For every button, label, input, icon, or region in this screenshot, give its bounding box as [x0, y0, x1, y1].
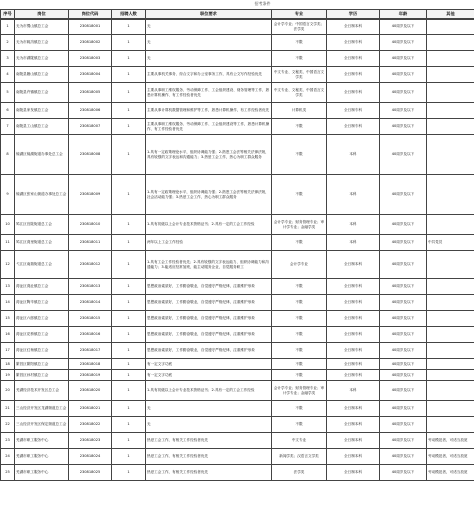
- group-header: 招考条件: [254, 1, 271, 7]
- cell-other: [427, 175, 474, 215]
- cell-edu: 全日制本科: [327, 19, 380, 35]
- cell-req: 无: [146, 417, 272, 433]
- cell-no: 19: [1, 370, 15, 381]
- table-row: [1, 215, 474, 235]
- cell-age: 40周岁及以下: [380, 433, 427, 449]
- cell-post: 湾沚区湾沚镇总工会: [15, 279, 69, 295]
- cell-post: 繁昌区孙村镇总工会: [15, 370, 69, 381]
- col-num: 招聘人数: [112, 10, 146, 20]
- cell-major: 不限: [272, 279, 327, 295]
- cell-req: 思想政治素质好，工作勤奋敬业，自觉遵守严格纪律，注重维护形象: [146, 343, 272, 359]
- cell-other: 劳动模范者，可适当放宽: [427, 465, 474, 481]
- cell-age: 40周岁及以下: [380, 295, 427, 311]
- cell-major: 不限: [272, 35, 327, 51]
- cell-post: 镜湖区张家山街道办事处总工会: [15, 175, 69, 215]
- cell-edu: 全日制专科: [327, 279, 380, 295]
- cell-num: 1: [112, 417, 146, 433]
- cell-edu: 全日制专科: [327, 67, 380, 83]
- cell-no: 14: [1, 295, 15, 311]
- cell-code: 230818009: [69, 175, 112, 215]
- cell-code: 230818025: [69, 465, 112, 481]
- cell-post: 湾沚区红杨镇总工会: [15, 343, 69, 359]
- cell-no: 4: [1, 67, 15, 83]
- cell-age: 40周岁及以下: [380, 311, 427, 327]
- cell-edu: 全日制专科: [327, 327, 380, 343]
- cell-num: 1: [112, 401, 146, 417]
- cell-no: 12: [1, 251, 15, 279]
- cell-no: 16: [1, 327, 15, 343]
- cell-req: 思想政治素质好，工作勤奋敬业，自觉遵守严格纪律，注重维护形象: [146, 311, 272, 327]
- cell-no: 17: [1, 343, 15, 359]
- cell-post: 三山经济开发区龙湖街道总工会: [15, 401, 69, 417]
- cell-num: 1: [112, 370, 146, 381]
- cell-code: 230818002: [69, 35, 112, 51]
- cell-num: 1: [112, 343, 146, 359]
- cell-code: 230818003: [69, 51, 112, 67]
- cell-no: 13: [1, 279, 15, 295]
- cell-code: 230818020: [69, 381, 112, 401]
- cell-other: [427, 401, 474, 417]
- table-row: [1, 449, 474, 465]
- cell-no: 15: [1, 311, 15, 327]
- cell-other: [427, 119, 474, 135]
- cell-other: [427, 279, 474, 295]
- cell-post: 芜湖经济技术开发区总工会: [15, 381, 69, 401]
- table-row: [1, 135, 474, 175]
- cell-other: [427, 295, 474, 311]
- cell-major: 不限: [272, 370, 327, 381]
- cell-post: 芜湖市职工服务中心: [15, 449, 69, 465]
- cell-code: 230818012: [69, 251, 112, 279]
- cell-req: 思想政治素质好，工作勤奋敬业，自觉遵守严格纪律，注重维护形象: [146, 295, 272, 311]
- table-row: [1, 83, 474, 103]
- cell-major: 法学类: [272, 465, 327, 481]
- cell-post: 鸠江区官陡街道总工会: [15, 215, 69, 235]
- cell-edu: 本科: [327, 175, 380, 215]
- table-row: [1, 433, 474, 449]
- cell-major: 不限: [272, 311, 327, 327]
- cell-req: 主要从事计算机数据管理和维护等工作，熟悉计算机操作，有工作经验者优先: [146, 103, 272, 119]
- cell-req: 热爱工会工作，有相关工作经验者优先: [146, 433, 272, 449]
- cell-major: 不限: [272, 327, 327, 343]
- cell-post: 无为市姚沟镇总工会: [15, 35, 69, 51]
- cell-edu: 本科: [327, 135, 380, 175]
- cell-major: 计算机类: [272, 103, 327, 119]
- cell-code: 230818010: [69, 215, 112, 235]
- cell-edu: 全日制本科: [327, 401, 380, 417]
- cell-req: 主要从事机关事务、综合文字和办公室事务工作，具有公文写作经验优先: [146, 67, 272, 83]
- table-row: [1, 343, 474, 359]
- cell-other: [427, 343, 474, 359]
- cell-major: 不限: [272, 119, 327, 135]
- cell-age: 40周岁及以下: [380, 83, 427, 103]
- col-other: 其他: [427, 10, 474, 20]
- cell-other: [427, 359, 474, 370]
- cell-code: 230818018: [69, 359, 112, 370]
- cell-edu: 全日制本科: [327, 417, 380, 433]
- cell-code: 230818024: [69, 449, 112, 465]
- cell-major: 中文专业、文秘类、中国语言文学类: [272, 67, 327, 83]
- cell-age: 40周岁及以下: [380, 67, 427, 83]
- cell-req: 1.具有一定政策理论水平，组织协调能力强；2.熟悉工会法等相关法律法规，社会活动能力强；3.热爱工会工作，热心为职工群众服务: [146, 175, 272, 215]
- cell-num: 1: [112, 311, 146, 327]
- table-row: [1, 370, 474, 381]
- cell-code: 230818015: [69, 311, 112, 327]
- cell-edu: 本科: [327, 215, 380, 235]
- cell-no: 9: [1, 175, 15, 215]
- cell-edu: 全日制专科: [327, 359, 380, 370]
- cell-post: 南陵县工山镇总工会: [15, 119, 69, 135]
- col-code: 岗位代码: [69, 10, 112, 20]
- cell-num: 1: [112, 449, 146, 465]
- cell-major: 不限: [272, 175, 327, 215]
- cell-edu: 全日制本科: [327, 433, 380, 449]
- cell-code: 230818021: [69, 401, 112, 417]
- cell-code: 230818014: [69, 295, 112, 311]
- cell-major: 不限: [272, 401, 327, 417]
- col-major: 专业: [272, 10, 327, 20]
- table-row: [1, 295, 474, 311]
- cell-req: 主要从事职工维权服务、劳动保障工作、工会组织建设、财务管理等工作，熟悉计算机操作、有工作经验者优先: [146, 83, 272, 103]
- cell-other: 劳动模范者，可适当放宽: [427, 449, 474, 465]
- cell-req: 思想政治素质好，工作勤奋敬业，自觉遵守严格纪律，注重维护形象: [146, 327, 272, 343]
- cell-other: 中共党员: [427, 235, 474, 251]
- cell-code: 230818001: [69, 19, 112, 35]
- cell-req: 热爱工会工作，有相关工作经验者优先: [146, 465, 272, 481]
- cell-req: 主要从事职工维权服务、劳动保障工作、工会组织建设等工作，熟悉计算机操作、有工作经验者优先: [146, 119, 272, 135]
- cell-post: 芜湖市职工服务中心: [15, 465, 69, 481]
- cell-no: 11: [1, 235, 15, 251]
- cell-age: 40周岁及以下: [380, 51, 427, 67]
- header-table: [0, 0, 474, 20]
- cell-post: 湾沚区六郎镇总工会: [15, 311, 69, 327]
- cell-age: 40周岁及以下: [380, 359, 427, 370]
- table-body: [1, 19, 474, 481]
- cell-age: 40周岁及以下: [380, 235, 427, 251]
- cell-num: 1: [112, 51, 146, 67]
- table-row: [1, 35, 474, 51]
- cell-major: 会计学专业；财务管理专业；审计学专业；金融学类: [272, 381, 327, 401]
- cell-major: 新闻学类；汉语言文学类: [272, 449, 327, 465]
- cell-edu: 全日制专科: [327, 311, 380, 327]
- cell-code: 230818022: [69, 417, 112, 433]
- cell-edu: 全日制专科: [327, 370, 380, 381]
- cell-major: 会计学专业；中国语言文学类；法学类: [272, 19, 327, 35]
- cell-other: [427, 311, 474, 327]
- cell-edu: 全日制专科: [327, 343, 380, 359]
- cell-age: 40周岁及以下: [380, 417, 427, 433]
- cell-post: 湾沚区花桥镇总工会: [15, 327, 69, 343]
- cell-num: 1: [112, 465, 146, 481]
- cell-age: 40周岁及以下: [380, 449, 427, 465]
- cell-no: 22: [1, 417, 15, 433]
- table-row: [1, 19, 474, 35]
- cell-no: 24: [1, 449, 15, 465]
- cell-code: 230818023: [69, 433, 112, 449]
- cell-code: 230818004: [69, 67, 112, 83]
- cell-major: 中文专业、文秘类、中国语言文学类: [272, 83, 327, 103]
- cell-post: 镜湖区镜湖街道办事处总工会: [15, 135, 69, 175]
- cell-num: 1: [112, 35, 146, 51]
- cell-age: 40周岁及以下: [380, 35, 427, 51]
- cell-major: 不限: [272, 343, 327, 359]
- cell-edu: 全日制本科: [327, 251, 380, 279]
- cell-other: [427, 51, 474, 67]
- cell-post: 南陵县许镇镇总工会: [15, 83, 69, 103]
- cell-req: 1.具有初级以上会计专业技术资格证书；2.具有一定的工会工作经验: [146, 381, 272, 401]
- cell-no: 1: [1, 19, 15, 35]
- cell-code: 230818017: [69, 343, 112, 359]
- positions-table: [0, 18, 474, 481]
- cell-req: 无: [146, 51, 272, 67]
- cell-other: [427, 370, 474, 381]
- cell-no: 25: [1, 465, 15, 481]
- table-row: [1, 119, 474, 135]
- cell-code: 230818008: [69, 135, 112, 175]
- cell-code: 230818006: [69, 103, 112, 119]
- header-spacer: [1, 0, 146, 10]
- cell-no: 5: [1, 83, 15, 103]
- cell-edu: 全日制专科: [327, 51, 380, 67]
- cell-no: 10: [1, 215, 15, 235]
- cell-major: 会计学专业: [272, 251, 327, 279]
- cell-num: 1: [112, 235, 146, 251]
- cell-edu: 全日制专科: [327, 295, 380, 311]
- cell-code: 230818007: [69, 119, 112, 135]
- cell-no: 6: [1, 103, 15, 119]
- cell-req: 有一定文字功底: [146, 359, 272, 370]
- table-row: [1, 67, 474, 83]
- cell-no: 3: [1, 51, 15, 67]
- cell-req: 思想政治素质好，工作勤奋敬业，自觉遵守严格纪律，注重维护形象: [146, 279, 272, 295]
- cell-post: 芜湖市职工服务中心: [15, 433, 69, 449]
- cell-other: [427, 381, 474, 401]
- col-no: 序号: [1, 10, 15, 20]
- cell-age: 40周岁及以下: [380, 327, 427, 343]
- cell-other: [427, 135, 474, 175]
- cell-age: 40周岁及以下: [380, 135, 427, 175]
- table-row: [1, 359, 474, 370]
- cell-post: 南陵县籍山镇总工会: [15, 67, 69, 83]
- col-edu: 学历: [327, 10, 380, 20]
- cell-num: 1: [112, 135, 146, 175]
- cell-other: [427, 19, 474, 35]
- cell-num: 1: [112, 279, 146, 295]
- cell-major: 会计学专业；财务管理专业；审计学专业；金融学类: [272, 215, 327, 235]
- cell-post: 弋江区南瑞街道总工会: [15, 251, 69, 279]
- cell-req: 热爱工会工作，有相关工作经验者优先: [146, 449, 272, 465]
- cell-post: 繁昌区繁阳镇总工会: [15, 359, 69, 370]
- cell-edu: 本科: [327, 235, 380, 251]
- cell-req: 1.具有一定政策理论水平，组织协调能力强；2.熟悉工会法等相关法律法规，具有较强的文字表达和沟通能力；3.热爱工会工作，热心为职工群众服务: [146, 135, 272, 175]
- cell-post: 三山经济开发区保定街道总工会: [15, 417, 69, 433]
- col-age: 年龄: [380, 10, 427, 20]
- cell-major: 不限: [272, 51, 327, 67]
- table-row: [1, 417, 474, 433]
- cell-major: 不限: [272, 135, 327, 175]
- cell-other: [427, 251, 474, 279]
- cell-no: 21: [1, 401, 15, 417]
- table-row: [1, 51, 474, 67]
- cell-code: 230818013: [69, 279, 112, 295]
- cell-age: 40周岁及以下: [380, 103, 427, 119]
- table-row: [1, 175, 474, 215]
- cell-age: 40周岁及以下: [380, 401, 427, 417]
- cell-other: [427, 35, 474, 51]
- cell-num: 1: [112, 215, 146, 235]
- cell-num: 1: [112, 381, 146, 401]
- cell-major: 中文专业: [272, 433, 327, 449]
- cell-num: 1: [112, 359, 146, 370]
- cell-code: 230818019: [69, 370, 112, 381]
- cell-age: 40周岁及以下: [380, 465, 427, 481]
- cell-num: 1: [112, 19, 146, 35]
- cell-num: 1: [112, 119, 146, 135]
- table-row: [1, 251, 474, 279]
- table-row: [1, 401, 474, 417]
- cell-age: 40周岁及以下: [380, 251, 427, 279]
- cell-req: 1.具有工会工作经验者优先；2.具有较强的文字表达能力、组织协调能力和沟通能力；3.能适应经常加班，能主动服务企业，自觉服务职工: [146, 251, 272, 279]
- cell-age: 40周岁及以下: [380, 343, 427, 359]
- table-row: [1, 311, 474, 327]
- table-row: [1, 279, 474, 295]
- cell-major: 不限: [272, 295, 327, 311]
- cell-edu: 全日制专科: [327, 35, 380, 51]
- cell-other: [427, 103, 474, 119]
- cell-num: 1: [112, 175, 146, 215]
- cell-req: 无: [146, 19, 272, 35]
- table-row: [1, 381, 474, 401]
- cell-num: 1: [112, 251, 146, 279]
- cell-num: 1: [112, 103, 146, 119]
- cell-other: [427, 327, 474, 343]
- cell-age: 40周岁及以下: [380, 381, 427, 401]
- cell-other: [427, 67, 474, 83]
- cell-post: 湾沚区陶辛镇总工会: [15, 295, 69, 311]
- cell-num: 1: [112, 295, 146, 311]
- cell-no: 7: [1, 119, 15, 135]
- cell-req: 1.具有初级以上会计专业技术资格证书；2.具有一定的工会工作经验: [146, 215, 272, 235]
- cell-age: 40周岁及以下: [380, 19, 427, 35]
- cell-edu: 全日制专科: [327, 119, 380, 135]
- cell-major: 不限: [272, 359, 327, 370]
- cell-other: [427, 215, 474, 235]
- cell-post: 南陵县家发镇总工会: [15, 103, 69, 119]
- col-post: 岗位: [15, 10, 69, 20]
- header-spacer-right: [380, 0, 474, 10]
- table-row: [1, 327, 474, 343]
- col-req: 职位要求: [146, 10, 272, 20]
- cell-no: 18: [1, 359, 15, 370]
- cell-edu: 全日制专科: [327, 83, 380, 103]
- cell-edu: 全日制专科: [327, 103, 380, 119]
- cell-age: 40周岁及以下: [380, 215, 427, 235]
- cell-other: 劳动模范者，可适当放宽: [427, 433, 474, 449]
- cell-age: 40周岁及以下: [380, 370, 427, 381]
- cell-age: 40周岁及以下: [380, 119, 427, 135]
- cell-num: 1: [112, 83, 146, 103]
- cell-other: [427, 83, 474, 103]
- cell-edu: 本科: [327, 381, 380, 401]
- cell-post: 无为市蜀山镇总工会: [15, 19, 69, 35]
- cell-num: 1: [112, 67, 146, 83]
- cell-code: 230818005: [69, 83, 112, 103]
- cell-post: 无为市湖陇镇总工会: [15, 51, 69, 67]
- cell-code: 230818016: [69, 327, 112, 343]
- cell-req: 无: [146, 401, 272, 417]
- cell-code: 230818011: [69, 235, 112, 251]
- cell-num: 1: [112, 327, 146, 343]
- cell-req: 无: [146, 35, 272, 51]
- cell-major: 不限: [272, 417, 327, 433]
- cell-edu: 全日制本科: [327, 465, 380, 481]
- cell-other: [427, 417, 474, 433]
- cell-num: 1: [112, 433, 146, 449]
- cell-req: 两年以上工会工作经验: [146, 235, 272, 251]
- cell-age: 40周岁及以下: [380, 279, 427, 295]
- cell-no: 23: [1, 433, 15, 449]
- cell-edu: 全日制本科: [327, 449, 380, 465]
- table-row: [1, 465, 474, 481]
- cell-post: 鸠江区湾里街道总工会: [15, 235, 69, 251]
- cell-major: 不限: [272, 235, 327, 251]
- cell-age: 40周岁及以下: [380, 175, 427, 215]
- table-row: [1, 103, 474, 119]
- table-row: [1, 235, 474, 251]
- cell-no: 8: [1, 135, 15, 175]
- cell-req: 有一定文字功底: [146, 370, 272, 381]
- cell-no: 2: [1, 35, 15, 51]
- cell-no: 20: [1, 381, 15, 401]
